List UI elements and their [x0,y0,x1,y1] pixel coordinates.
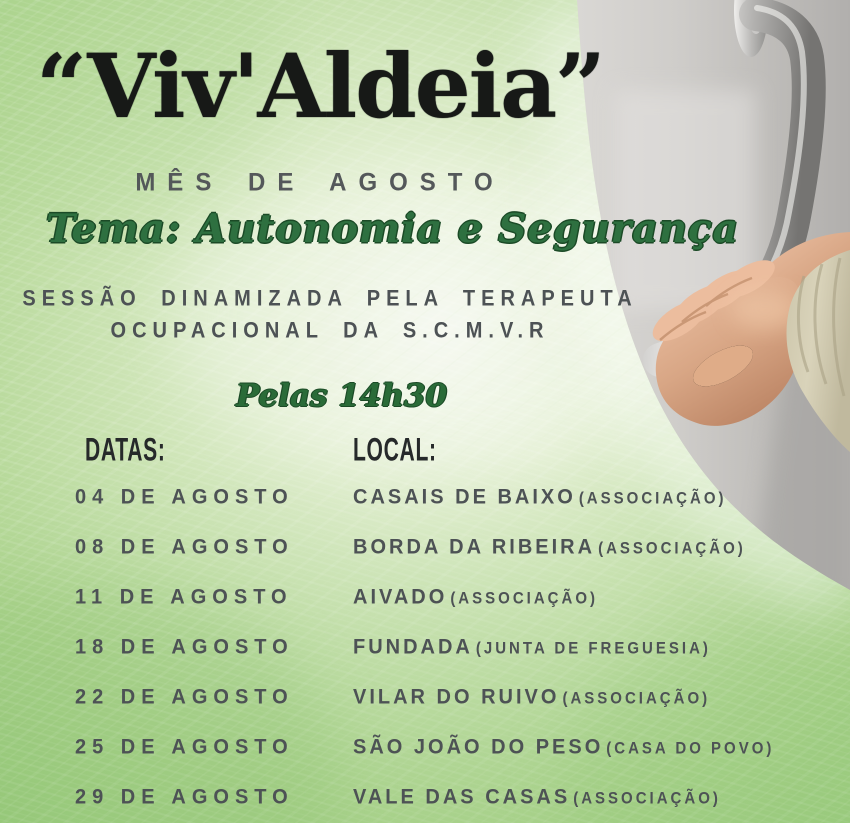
row-date: 08 DE AGOSTO [75,535,294,559]
session-line-2: OCUPACIONAL DA S.C.M.V.R [110,318,550,344]
schedule-row [0,485,850,515]
row-date: 29 DE AGOSTO [75,785,294,809]
row-venue: (ASSOCIAÇÃO) [578,489,727,508]
row-venue: (ASSOCIAÇÃO) [562,689,711,708]
schedule-row [0,685,850,715]
schedule-row [0,635,850,665]
time-line: Pelas 14h30 [236,378,448,414]
row-venue: (ASSOCIAÇÃO) [573,789,721,808]
row-location: VALE DAS CASAS (ASSOCIAÇÃO) [353,785,721,809]
dates-header: DATAS: [85,431,166,468]
row-date: 25 DE AGOSTO [75,735,294,759]
location-header: LOCAL: [353,431,437,468]
row-location: AIVADO (ASSOCIAÇÃO) [353,585,598,609]
row-date: 11 DE AGOSTO [75,585,293,609]
row-venue: (CASA DO POVO) [606,739,775,758]
poster-title: “Viv'Aldeia” [36,34,604,138]
row-venue: (ASSOCIAÇÃO) [450,589,598,608]
row-date: 18 DE AGOSTO [75,635,294,659]
schedule-row [0,735,850,765]
session-line-1: SESSÃO DINAMIZADA PELA TERAPEUTA [22,286,638,312]
schedule-row [0,585,850,615]
row-location: SÃO JOÃO DO PESO (CASA DO POVO) [353,735,775,759]
row-location: FUNDADA (JUNTA DE FREGUESIA) [353,635,711,659]
theme-line: Tema: Autonomia e Segurança [46,206,739,252]
row-venue: (ASSOCIAÇÃO) [598,539,746,558]
row-date: 22 DE AGOSTO [75,685,294,709]
schedule-row [0,535,850,565]
row-venue: (JUNTA DE FREGUESIA) [475,639,711,658]
schedule-row [0,785,850,815]
month-subtitle: MÊS DE AGOSTO [135,168,505,197]
row-location: BORDA DA RIBEIRA (ASSOCIAÇÃO) [353,535,746,559]
row-date: 04 DE AGOSTO [75,485,294,509]
row-location: VILAR DO RUIVO (ASSOCIAÇÃO) [353,685,711,709]
row-location: CASAIS DE BAIXO (ASSOCIAÇÃO) [353,485,727,509]
